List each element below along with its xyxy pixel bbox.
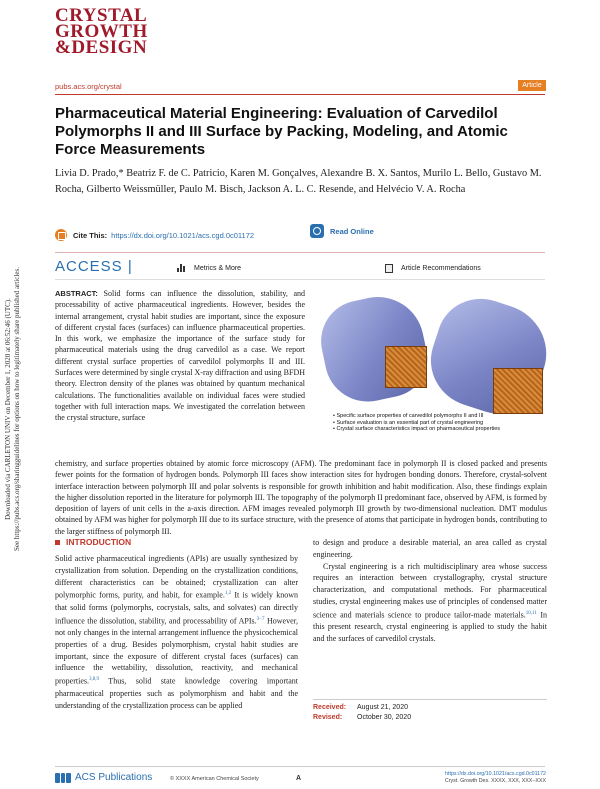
citation-ref[interactable]: 1,2	[224, 591, 232, 597]
citation-ref[interactable]: 3,8,9	[89, 677, 99, 683]
intro-text: Solid active pharmaceutical ingredients (APIs) are usually synthesized by crystallization from solution. Depending on the crystallization conditions, different characteristics can be obtained; crystallization can alter polymorphic forms, purity, and habit, for example.	[55, 554, 298, 601]
acs-logo-icon	[55, 773, 71, 783]
acs-publications-logo[interactable]	[55, 772, 152, 783]
access-divider	[55, 279, 545, 280]
logo-line-3: &DESIGN	[55, 37, 148, 58]
copyright: © XXXX American Chemical Society	[170, 776, 259, 782]
abstract-part-2: chemistry, and surface properties obtained by atomic force microscopy (AFM). The predominant face in polymorph II is closed packed and presents fewer points for the formation of hydrogen bonds. Polymorph III faces show interaction sites for hydrogen bonding donors. Therefore, crystal-solvent interface interaction between polymorph III and polar solvents is responsible for growth inhibition and habit modification. Also, these findings explain the higher dissolution reported in the literature for polymorph III. The topography of the polymorph II predominant face, observed by AFM, is formed by deposition of layers of unit cells in the a-axis direction. AFM images revealed polymorph III growth by two-dimensional nucleation. DMT modulus obtained by AFM was higher for polymorph III due to its surface structure, with the presence of atoms that participate in hydrogen bonds, contributing to the larger stiffness of polymorph III.	[55, 459, 547, 536]
revised-date: October 30, 2020	[357, 714, 412, 721]
introduction-left-column	[55, 553, 298, 711]
read-online-label: Read Online	[330, 226, 374, 236]
toc-bullet: • Specific surface properties of carvedilol polymorphs II and III	[333, 413, 548, 420]
abstract-text-1: Solid forms can influence the dissolution, stability, and processability of active pharmaceutical ingredients. However, besides the internal arrangement, crystal habit studies are important, since the exposure of different crystal faces (surfaces) can influence pharmaceutical properties. In this work, we emphasize the importance of the surface study for pharmaceutical materials using the drug carvedilol as a case. We report different crystal surface properties of carvedilol polymorphs II and III. Surfaces were determined by single crystal X-ray diffraction and using BFDH theory. Electron density of the planes was obtained by quantum mechanical calculations. The functionalities available on individual faces were studied together with full interaction maps. We investigated the correlation between the crystal structure, surface	[55, 289, 306, 423]
footer-doi-link[interactable]: https://dx.doi.org/10.1021/acs.cgd.0c01172	[445, 771, 546, 777]
introduction-heading-text: INTRODUCTION	[66, 537, 132, 547]
section-square-icon	[55, 540, 60, 545]
received-label: Received:	[313, 704, 347, 711]
citation-ref[interactable]: 10,11	[525, 610, 537, 616]
access-label: ACCESS |	[55, 258, 133, 275]
logo-line-1: CRYSTAL	[55, 5, 148, 26]
intro-paragraph: to design and produce a desirable material, an area called as crystal engineering.	[313, 538, 547, 559]
footer-journal-citation: Cryst. Growth Des. XXXX, XXX, XXX−XXX	[444, 778, 546, 784]
footer-citation	[420, 771, 546, 785]
metrics-label: Metrics & More	[194, 264, 242, 272]
abstract-heading: ABSTRACT:	[55, 289, 98, 298]
citation-ref[interactable]: 3−7	[256, 616, 265, 622]
publisher-name: ACS Publications	[75, 772, 153, 783]
afm-image-1	[385, 346, 427, 388]
journal-logo[interactable]	[55, 5, 175, 58]
intro-text: However, not only changes in the internal arrangement influence the physicochemical properties of a drug. Besides polymorphism, crystal habit studies are important, since the exposure of different crystal faces (surfaces) can influence the wettability, dissolution, reactivity, and mechanical properties.	[55, 616, 299, 686]
toc-graphic	[313, 290, 550, 445]
revised-label: Revised:	[313, 714, 343, 721]
intro-text: In this present research, crystal engineering is applied to study the habit and the surfaces of carvedilol crystals.	[313, 610, 547, 644]
article-type-badge: Article	[518, 80, 546, 91]
intro-text: Thus, solid state knowledge covering important pharmaceutical properties such as polymorphism and habit and the understanding of the crystallization process can be applied	[55, 676, 298, 710]
journal-url-link[interactable]: pubs.acs.org/crystal	[55, 82, 122, 91]
dates-divider	[313, 699, 547, 700]
recommendations-label: Article Recommendations	[401, 265, 481, 272]
article-recommendations-link[interactable]	[385, 264, 481, 273]
read-online-icon	[310, 224, 324, 238]
logo-line-2: GROWTH	[55, 21, 148, 42]
cite-divider	[55, 252, 545, 253]
toc-bullet: • Surface evaluation is an essential part of crystal engineering	[333, 420, 548, 427]
afm-image-2	[493, 368, 543, 414]
cite-doi-link[interactable]: https://dx.doi.org/10.1021/acs.cgd.0c01172	[111, 230, 255, 240]
toc-bullets	[333, 413, 548, 433]
download-notice	[4, 244, 22, 574]
article-title: Pharmaceutical Material Engineering: Evaluation of Carvedilol Polymorphs II and III Surface by Packing, Modeling, and Atomic Force Measurements	[55, 105, 508, 158]
footer-divider	[55, 766, 545, 767]
article-dates	[313, 703, 547, 723]
received-row	[313, 703, 547, 713]
introduction-heading	[55, 537, 131, 547]
revised-row	[313, 713, 547, 723]
bar-chart-icon	[177, 264, 186, 272]
cite-label: Cite This:	[73, 230, 108, 240]
intro-paragraph	[313, 561, 547, 645]
intro-text: Crystal engineering is a rich multidisciplinary area whose success requires an interaction between crystallography, crystal structure characterization, and computational methods. For pharmaceutical studies, crystal engineering makes use of principles of condensed matter science and materials science to produce tailor-made materials.	[313, 561, 547, 620]
introduction-right-column	[313, 537, 547, 645]
download-notice-line-2: See https://pubs.acs.org/sharingguidelines for options on how to legitimately share published articles.	[13, 267, 21, 551]
intro-text: It is widely known that solid forms (polymorphs, cocrystals, salts, and solvates) can directly influence the dissolution, stability, and processability of APIs.	[55, 591, 298, 626]
read-online-button[interactable]	[310, 224, 374, 238]
header-divider	[55, 94, 545, 95]
received-date: August 21, 2020	[357, 704, 408, 711]
metrics-more-link[interactable]	[177, 264, 241, 272]
cite-icon	[55, 229, 67, 241]
toc-bullet: • Crystal surface characteristics impact on pharmaceutical properties	[333, 426, 548, 433]
author-list[interactable]: Livia D. Prado,* Beatriz F. de C. Patricio, Karen M. Gonçalves, Alexandre B. X. Santos, Murilo L. Bello, Gustavo M. Rocha, Gilberto Weissmüller, Paulo M. Bisch, Jackson A. L. C. Resende, and Helvécio V. A. Rocha	[55, 168, 542, 195]
abstract-part-1	[55, 288, 305, 424]
page-number: A	[296, 775, 302, 782]
document-icon	[385, 264, 393, 273]
download-notice-line-1: Downloaded via CARLETON UNIV on December 1, 2020 at 06:52:46 (UTC).	[4, 298, 12, 520]
